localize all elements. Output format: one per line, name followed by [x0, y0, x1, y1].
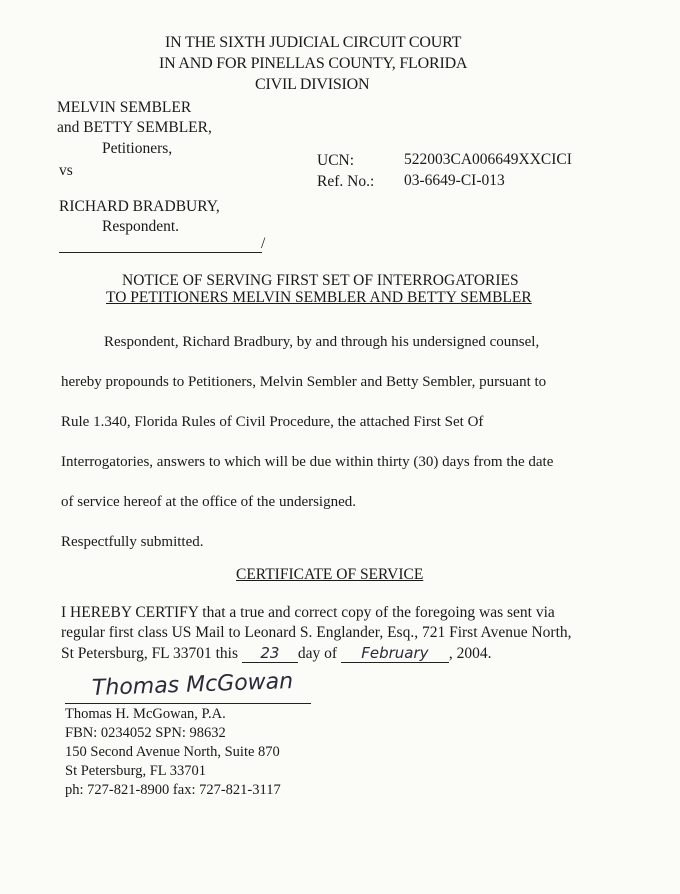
certificate-day-of: day of	[297, 645, 338, 662]
attorney-phone-fax: ph: 727-821-8900 fax: 727-821-3117	[65, 782, 281, 798]
ref-no-value: 03-6649-CI-013	[404, 172, 505, 189]
handwritten-signature: Thomas McGowan	[91, 668, 294, 701]
certificate-line-3-prefix: St Petersburg, FL 33701 this	[61, 645, 238, 662]
notice-paragraph-line-5: of service hereof at the office of the undersigned.	[61, 494, 357, 510]
handwritten-day: 23	[242, 644, 298, 663]
attorney-name: Thomas H. McGowan, P.A.	[65, 706, 226, 722]
certificate-line-1: I HEREBY CERTIFY that a true and correct copy of the foregoing was sent via	[61, 604, 555, 621]
notice-paragraph-line-4: Interrogatories, answers to which will be due within thirty (30) days from the date	[61, 454, 554, 470]
ucn-value: 522003CA006649XXCICI	[404, 151, 572, 168]
caption-slash: /	[261, 235, 266, 252]
petitioners-label: Petitioners,	[102, 140, 173, 157]
notice-title-line-2: TO PETITIONERS MELVIN SEMBLER AND BETTY SEMBLER	[106, 289, 532, 306]
signature-line	[65, 703, 311, 704]
respondent-label: Respondent.	[102, 218, 180, 235]
court-name-line-2: IN AND FOR PINELLAS COUNTY, FLORIDA	[159, 55, 468, 72]
notice-title-line-1: NOTICE OF SERVING FIRST SET OF INTERROGATORIES	[122, 272, 519, 289]
attorney-address-line-1: 150 Second Avenue North, Suite 870	[65, 744, 280, 760]
attorney-bar-numbers: FBN: 0234052 SPN: 98632	[65, 725, 226, 741]
court-division: CIVIL DIVISION	[255, 76, 370, 93]
certificate-year: , 2004.	[448, 645, 492, 662]
notice-paragraph-line-3: Rule 1.340, Florida Rules of Civil Procedure, the attached First Set Of	[61, 414, 484, 430]
petitioner-name-1: MELVIN SEMBLER	[57, 99, 192, 116]
ucn-label: UCN:	[317, 152, 355, 169]
certificate-title: CERTIFICATE OF SERVICE	[236, 566, 424, 583]
handwritten-month: February	[341, 644, 449, 663]
ref-no-label: Ref. No.:	[317, 173, 375, 190]
attorney-address-line-2: St Petersburg, FL 33701	[65, 763, 206, 779]
respectfully-submitted: Respectfully submitted.	[61, 534, 204, 550]
certificate-line-2: regular first class US Mail to Leonard S. Englander, Esq., 721 First Avenue North,	[61, 624, 572, 641]
notice-paragraph-line-1: Respondent, Richard Bradbury, by and through his undersigned counsel,	[104, 334, 540, 350]
respondent-name: RICHARD BRADBURY,	[59, 198, 220, 215]
court-name-line-1: IN THE SIXTH JUDICIAL CIRCUIT COURT	[165, 34, 462, 51]
notice-paragraph-line-2: hereby propounds to Petitioners, Melvin Sembler and Betty Sembler, pursuant to	[61, 374, 547, 390]
caption-divider-line	[59, 252, 262, 253]
petitioner-name-2: and BETTY SEMBLER,	[57, 119, 212, 136]
versus-label: vs	[59, 162, 73, 179]
certificate-line-3	[61, 644, 492, 663]
